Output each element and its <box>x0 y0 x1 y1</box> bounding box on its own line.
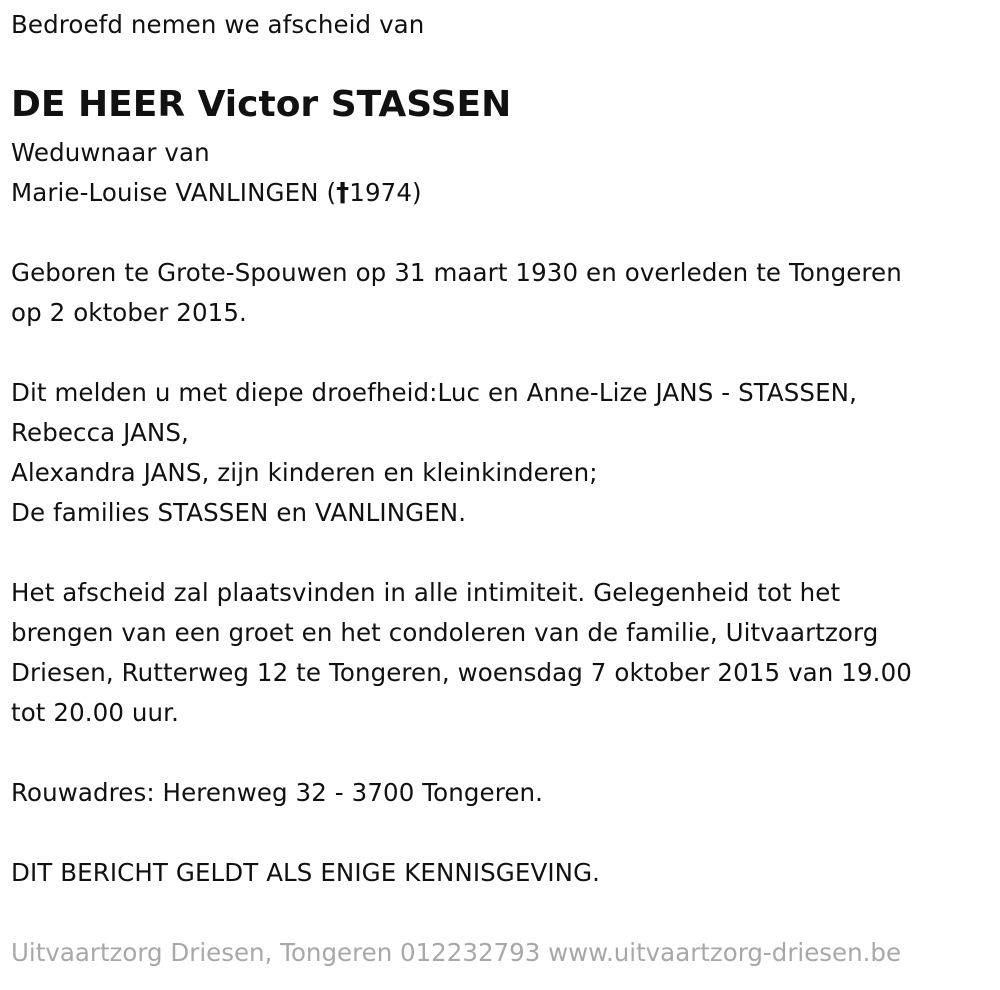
birth-death-block <box>11 253 902 333</box>
spouse-name: Marie-Louise VANLINGEN ( <box>11 178 337 207</box>
ceremony-line: tot 20.00 uur. <box>11 698 179 727</box>
spouse-name-line <box>11 173 422 213</box>
ceremony-line: brengen van een groet en het condoleren van de familie, Uitvaartzorg <box>11 618 879 647</box>
mourning-address-block <box>11 773 543 813</box>
ceremony-line: Het afscheid zal plaatsvinden in alle intimiteit. Gelegenheid tot het <box>11 578 841 607</box>
cross-icon: † <box>336 178 350 208</box>
mourning-address: Rouwadres: Herenweg 32 - 3700 Tongeren. <box>11 778 544 807</box>
closing-statement: DIT BERICHT GELDT ALS ENIGE KENNISGEVING. <box>11 858 601 887</box>
birth-death-line: op 2 oktober 2015. <box>11 298 247 327</box>
spouse-block <box>11 133 422 213</box>
family-line: Alexandra JANS, zijn kinderen en kleinkinderen; <box>11 458 598 487</box>
family-block <box>11 373 857 533</box>
intro-text: Bedroefd nemen we afscheid van <box>11 10 425 39</box>
family-line: De families STASSEN en VANLINGEN. <box>11 498 467 527</box>
family-line: Dit melden u met diepe droefheid:Luc en Anne-Lize JANS - STASSEN, <box>11 378 857 407</box>
funeral-home-footer: Uitvaartzorg Driesen, Tongeren 012232793 www.uitvaartzorg-driesen.be <box>11 938 902 967</box>
birth-death-line: Geboren te Grote-Spouwen op 31 maart 1930 en overleden te Tongeren <box>11 258 902 287</box>
deceased-name: DE HEER Victor STASSEN <box>11 84 512 125</box>
family-line: Rebecca JANS, <box>11 418 189 447</box>
ceremony-block <box>11 573 912 733</box>
spouse-line: Weduwnaar van <box>11 138 210 167</box>
ceremony-line: Driesen, Rutterweg 12 te Tongeren, woensdag 7 oktober 2015 van 19.00 <box>11 658 912 687</box>
closing-block <box>11 853 600 893</box>
spouse-death-year: 1974) <box>349 178 422 207</box>
